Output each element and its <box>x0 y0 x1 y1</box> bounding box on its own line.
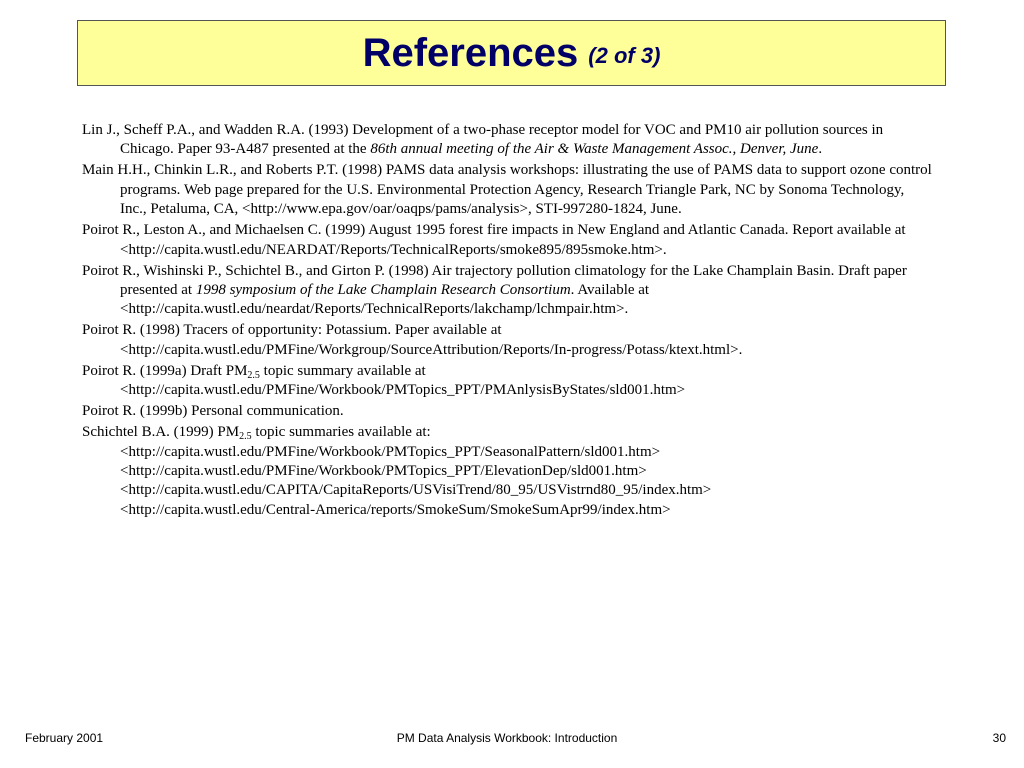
subscript: 2.5 <box>239 431 252 443</box>
reference-url: <http://capita.wustl.edu/CAPITA/CapitaReports/USVisiTrend/80_95/USVistrnd80_95/index.htm> <box>120 482 712 499</box>
reference-text: Poirot R. (1998) Tracers of opportunity: Potassium. Paper available at <http://capita.wustl.edu/PMFine/Workgroup/SourceAttribution/Reports/In-progress/Potass/ktext.html>. <box>82 322 743 358</box>
reference-italic: 1998 symposium of the Lake Champlain Research Consortium <box>195 282 571 299</box>
page-number: 30 <box>992 731 1006 745</box>
reference-item <box>82 121 932 160</box>
reference-item <box>82 221 932 260</box>
page-title: References <box>362 31 579 75</box>
reference-text: topic summaries available at: <box>251 424 431 441</box>
reference-item <box>82 321 932 360</box>
reference-item <box>82 402 932 421</box>
footer-title: PM Data Analysis Workbook: Introduction <box>396 731 618 745</box>
reference-url: <http://capita.wustl.edu/PMFine/Workbook/PMTopics_PPT/PMAnlysisByStates/sld001.htm> <box>120 382 686 399</box>
reference-text: Schichtel B.A. (1999) PM <box>82 424 240 441</box>
reference-text: Main H.H., Chinkin L.R., and Roberts P.T. (1998) PAMS data analysis workshops: illustrating the use of PAMS data to support ozone control programs. Web page prepared for the U.S. Environmental Protection Agency, Research Triangle Park, NC by Sonoma Technology, Inc., Petaluma, CA, <http://www.epa.gov/oar/oaqps/pams/analysis>, STI-997280-1824, June. <box>82 162 932 218</box>
reference-text: Poirot R., Wishinski P., Schichtel B., and Girton P. (1998) Air trajectory pollution climatology for the Lake Champlain Basin. Draft paper presented at <box>82 262 907 299</box>
subscript: 2.5 <box>247 369 260 381</box>
reference-url: <http://capita.wustl.edu/PMFine/Workbook/PMTopics_PPT/SeasonalPattern/sld001.htm> <box>120 443 661 460</box>
reference-item <box>82 362 932 401</box>
reference-text: Poirot R., Leston A., and Michaelsen C. (1999) August 1995 forest fire impacts in New England and Atlantic Canada. Report available at <http://capita.wustl.edu/NEARDAT/Reports/TechnicalReports/smoke895/895smoke.htm>. <box>82 222 906 258</box>
reference-italic: 86th annual meeting of the Air & Waste Management Assoc., Denver, June <box>370 141 819 158</box>
reference-text: Poirot R. (1999b) Personal communication. <box>82 403 344 420</box>
reference-url: <http://capita.wustl.edu/PMFine/Workbook/PMTopics_PPT/ElevationDep/sld001.htm> <box>120 463 647 480</box>
reference-item <box>82 423 932 520</box>
reference-text: Poirot R. (1999a) Draft PM <box>82 362 248 379</box>
reference-text: . Available at <http://capita.wustl.edu/neardat/Reports/TechnicalReports/lakchamp/lchmpair.htm>. <box>120 282 650 318</box>
reference-item <box>82 262 932 320</box>
reference-text: Lin J., Scheff P.A., and Wadden R.A. (1993) Development of a two-phase receptor model for VOC and PM10 air pollution sources in Chicago. Paper 93-A487 presented at the <box>82 122 884 158</box>
reference-text: . <box>818 141 823 158</box>
reference-text: topic summary available at <box>259 362 426 379</box>
reference-url: <http://capita.wustl.edu/Central-America/reports/SmokeSum/SmokeSumApr99/index.htm> <box>120 501 671 518</box>
reference-list <box>82 121 932 522</box>
title-box <box>77 20 946 86</box>
reference-item <box>82 161 932 219</box>
page-subtitle: (2 of 3) <box>588 43 661 68</box>
footer-date: February 2001 <box>25 731 104 745</box>
